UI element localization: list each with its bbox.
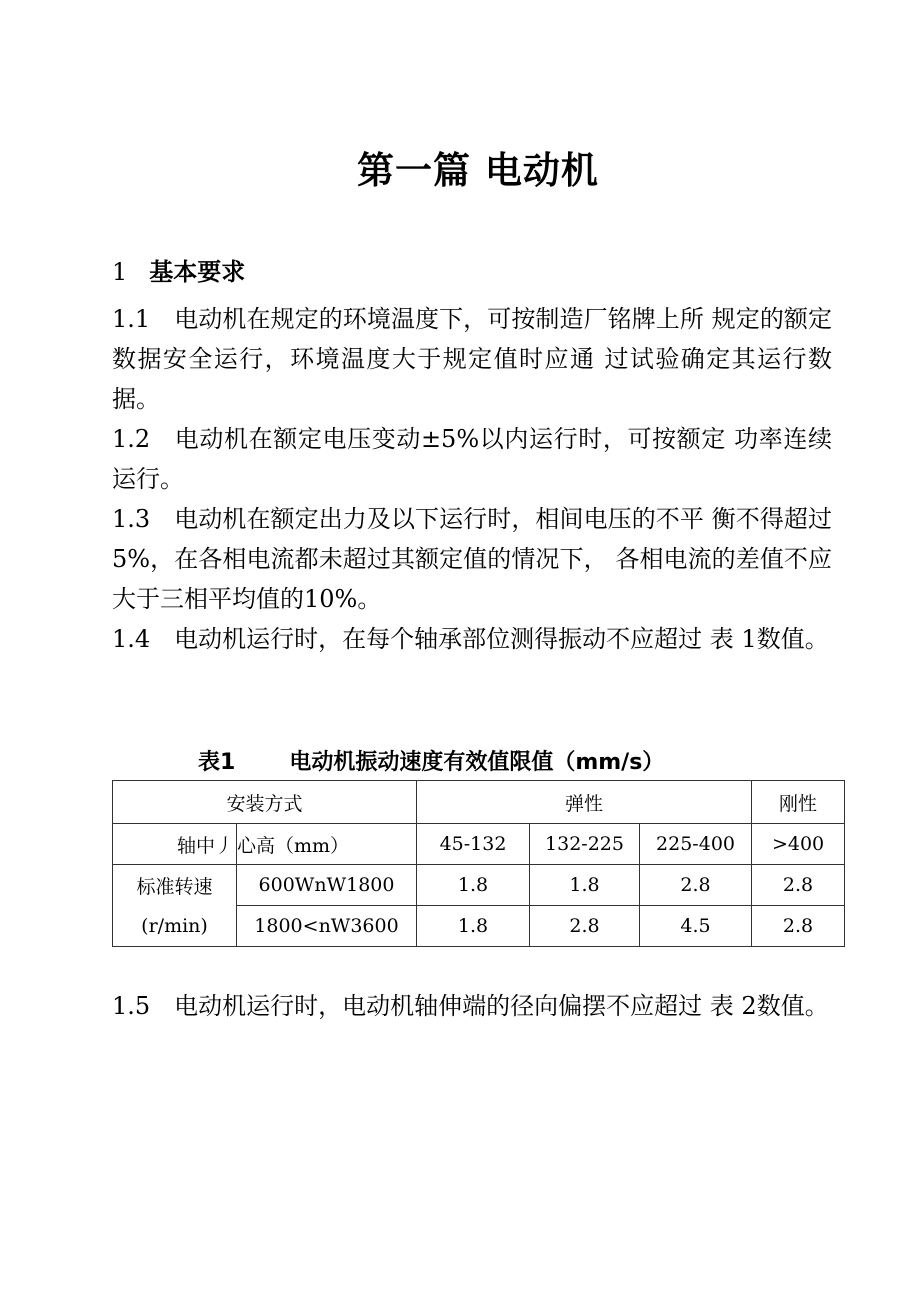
table-cell: 2.8 bbox=[752, 906, 845, 947]
paragraph-1-4 bbox=[112, 619, 832, 659]
paragraph-1-5 bbox=[112, 986, 832, 1026]
paragraph-number: 1.2 bbox=[112, 425, 151, 453]
speed-label-bottom: (r/min) bbox=[113, 906, 237, 947]
shaft-height-col-1: 45-132 bbox=[417, 824, 530, 865]
shaft-height-col-4: >400 bbox=[752, 824, 845, 865]
table-cell: 2.8 bbox=[640, 865, 752, 906]
table-cell: 1.8 bbox=[417, 865, 530, 906]
table-caption-label: 表1 bbox=[198, 750, 236, 775]
shaft-height-label-right: 心高（mm） bbox=[237, 824, 417, 865]
page-title: 第一篇 电动机 bbox=[357, 149, 599, 192]
table-row bbox=[113, 865, 845, 906]
table-cell: 2.8 bbox=[752, 865, 845, 906]
speed-range: 600WnW1800 bbox=[237, 865, 417, 906]
shaft-height-col-3: 225-400 bbox=[640, 824, 752, 865]
table-caption bbox=[198, 745, 664, 776]
header-mounting: 安装方式 bbox=[113, 781, 417, 824]
paragraph-1-3 bbox=[112, 499, 832, 619]
table-cell: 1.8 bbox=[530, 865, 640, 906]
shaft-height-label-left: 轴中丿 bbox=[113, 824, 237, 865]
vibration-limit-table bbox=[112, 780, 845, 947]
paragraph-1-2 bbox=[112, 419, 832, 499]
paragraph-text: 电动机在规定的环境温度下，可按制造厂铭牌上所 规定的额定数据安全运行，环境温度大于规定值时应通 过试验确定其运行数据。 bbox=[112, 305, 832, 413]
shaft-height-col-2: 132-225 bbox=[530, 824, 640, 865]
table-cell: 4.5 bbox=[640, 906, 752, 947]
paragraph-number: 1.3 bbox=[112, 505, 151, 533]
header-elastic: 弹性 bbox=[417, 781, 752, 824]
speed-label-top: 标准转速 bbox=[113, 865, 237, 906]
section-heading bbox=[112, 252, 245, 287]
paragraph-text: 电动机运行时，电动机轴伸端的径向偏摆不应超过 表 2数值。 bbox=[174, 992, 829, 1020]
paragraph-text: 电动机运行时，在每个轴承部位测得振动不应超过 表 1数值。 bbox=[174, 625, 829, 653]
table-cell: 1.8 bbox=[417, 906, 530, 947]
table-row bbox=[113, 906, 845, 947]
paragraph-number: 1.5 bbox=[112, 992, 151, 1020]
section-number: 1 bbox=[112, 258, 128, 286]
shaft-height-row bbox=[113, 824, 845, 865]
table-cell: 2.8 bbox=[530, 906, 640, 947]
paragraph-text: 电动机在额定电压变动±5%以内运行时，可按额定 功率连续运行。 bbox=[112, 425, 832, 493]
table-header-row bbox=[113, 781, 845, 824]
table-caption-title: 电动机振动速度有效值限值（mm/s） bbox=[289, 750, 665, 775]
paragraph-number: 1.4 bbox=[112, 625, 151, 653]
header-rigid: 刚性 bbox=[752, 781, 845, 824]
paragraph-number: 1.1 bbox=[112, 305, 151, 333]
paragraph-1-1 bbox=[112, 299, 832, 419]
section-title: 基本要求 bbox=[149, 258, 246, 286]
paragraph-text: 电动机在额定出力及以下运行时，相间电压的不平 衡不得超过 5%，在各相电流都未超过其额定值的情况下， 各相电流的差值不应大于三相平均值的10%。 bbox=[112, 505, 832, 613]
speed-range: 1800<nW3600 bbox=[237, 906, 417, 947]
